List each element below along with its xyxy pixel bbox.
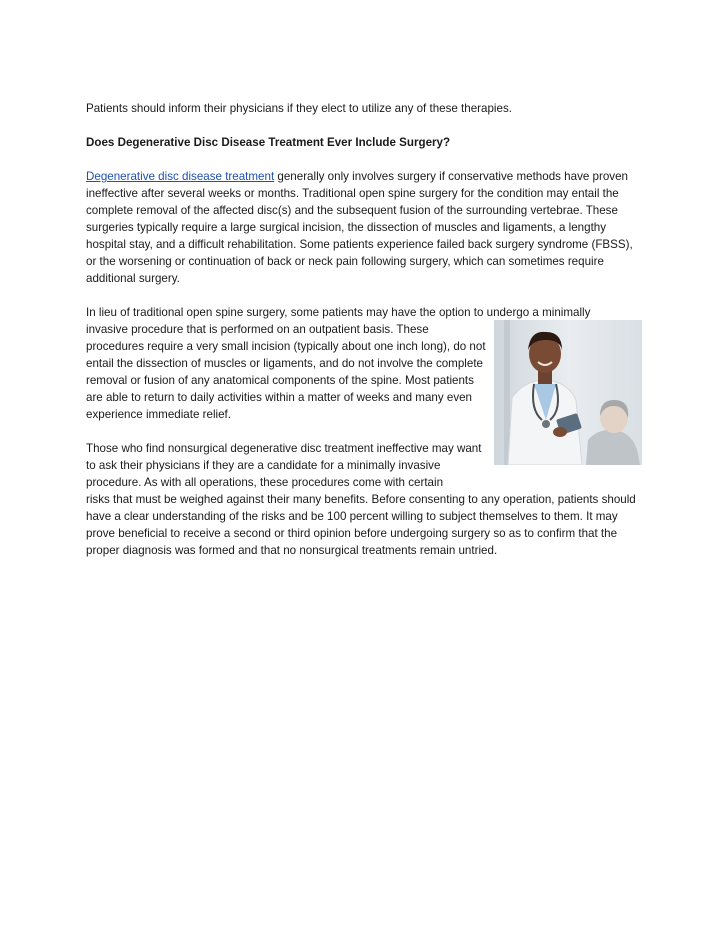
doctor-patient-photo bbox=[494, 320, 642, 465]
paragraph-surgery-overview-text: generally only involves surgery if conservative methods have proven ineffective after several weeks or months. Traditional open spine surgery for the condition may entail the complete removal of the affected disc(s) and the subsequent fusion of the surrounding vertebrae. These surgeries typically require a large surgical incision, the dissection of muscles and ligaments, a lengthy hospital stay, and a difficult rehabilitation. Some patients experience failed back surgery syndrome (FBSS), or the worsening or continuation of back or neck pain following surgery, which can sometimes require additional surgery. bbox=[86, 170, 633, 285]
intro-paragraph: Patients should inform their physicians if they elect to utilize any of these therapies. bbox=[86, 102, 512, 115]
paragraph-consent-wrap: Those who find nonsurgical degenerative disc treatment ineffective may want to ask their physicians if they are a candidate for a minimally invasive procedure. As with all operations, these procedures come with certain bbox=[86, 442, 482, 489]
degenerative-disc-treatment-link[interactable]: Degenerative disc disease treatment bbox=[86, 170, 275, 183]
paragraph-minimally-invasive-lead: In lieu of traditional open spine surgery, some patients may have the option to undergo a minimally bbox=[86, 306, 591, 319]
paragraph-consent-rest: risks that must be weighed against their many benefits. Before consenting to any operation, patients should have a clear understanding of the risks and be 100 percent willing to subject themselves to them. It may prove beneficial to receive a second or third opinion before undergoing surgery so as to confirm that the proper diagnosis was formed and that no nonsurgical treatments remain untried. bbox=[86, 493, 636, 557]
section-heading: Does Degenerative Disc Disease Treatment Ever Include Surgery? bbox=[86, 136, 451, 149]
paragraph-surgery-overview bbox=[86, 168, 646, 287]
paragraph-minimally-invasive-wrap: invasive procedure that is performed on an outpatient basis. These procedures require a very small incision (typically about one inch long), do not entail the dissection of muscles or ligaments, and do not involve the complete removal or fusion of any anatomical components of the spine. Most patients are able to return to daily activities within a matter of weeks and many even experience immediate relief. bbox=[86, 323, 486, 421]
